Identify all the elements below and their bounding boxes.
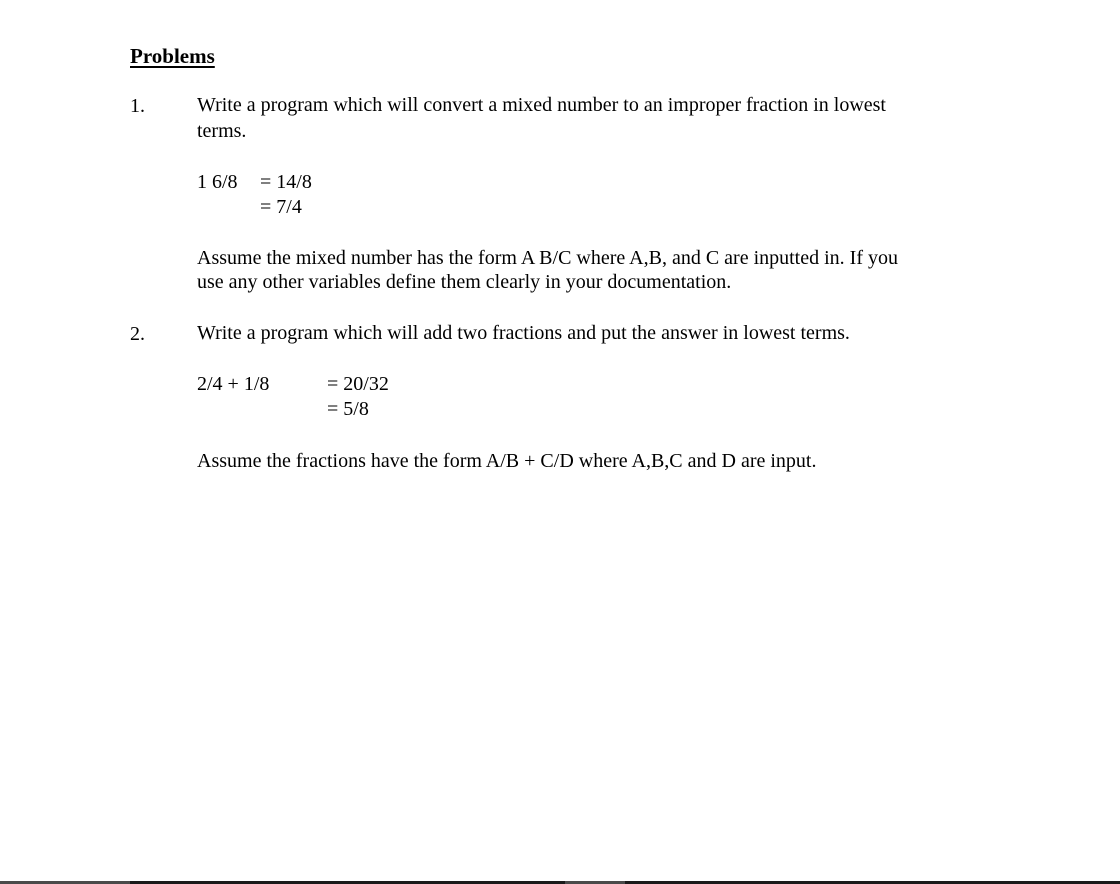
example-step-1: = 20/32 [327, 373, 389, 395]
example-step-2: = 5/8 [327, 398, 369, 420]
example-step-2: = 7/4 [260, 196, 302, 218]
problem-statement: Write a program which will convert a mixed number to an improper fraction in lowest [197, 94, 886, 116]
example-step-1: = 14/8 [260, 171, 312, 193]
problem-number: 1. [130, 95, 145, 117]
problem-note: Assume the mixed number has the form A B/C where A,B, and C are inputted in. If you [197, 247, 898, 269]
problem-note-continued: use any other variables define them clearly in your documentation. [197, 271, 732, 293]
problem-note: Assume the fractions have the form A/B + C/D where A,B,C and D are input. [197, 450, 817, 472]
problem-number: 2. [130, 323, 145, 345]
example-expression: 1 6/8 [197, 171, 238, 193]
page-title: Problems [130, 44, 215, 68]
example-expression: 2/4 + 1/8 [197, 373, 270, 395]
problem-statement-continued: terms. [197, 120, 247, 142]
problem-statement: Write a program which will add two fractions and put the answer in lowest terms. [197, 322, 850, 344]
